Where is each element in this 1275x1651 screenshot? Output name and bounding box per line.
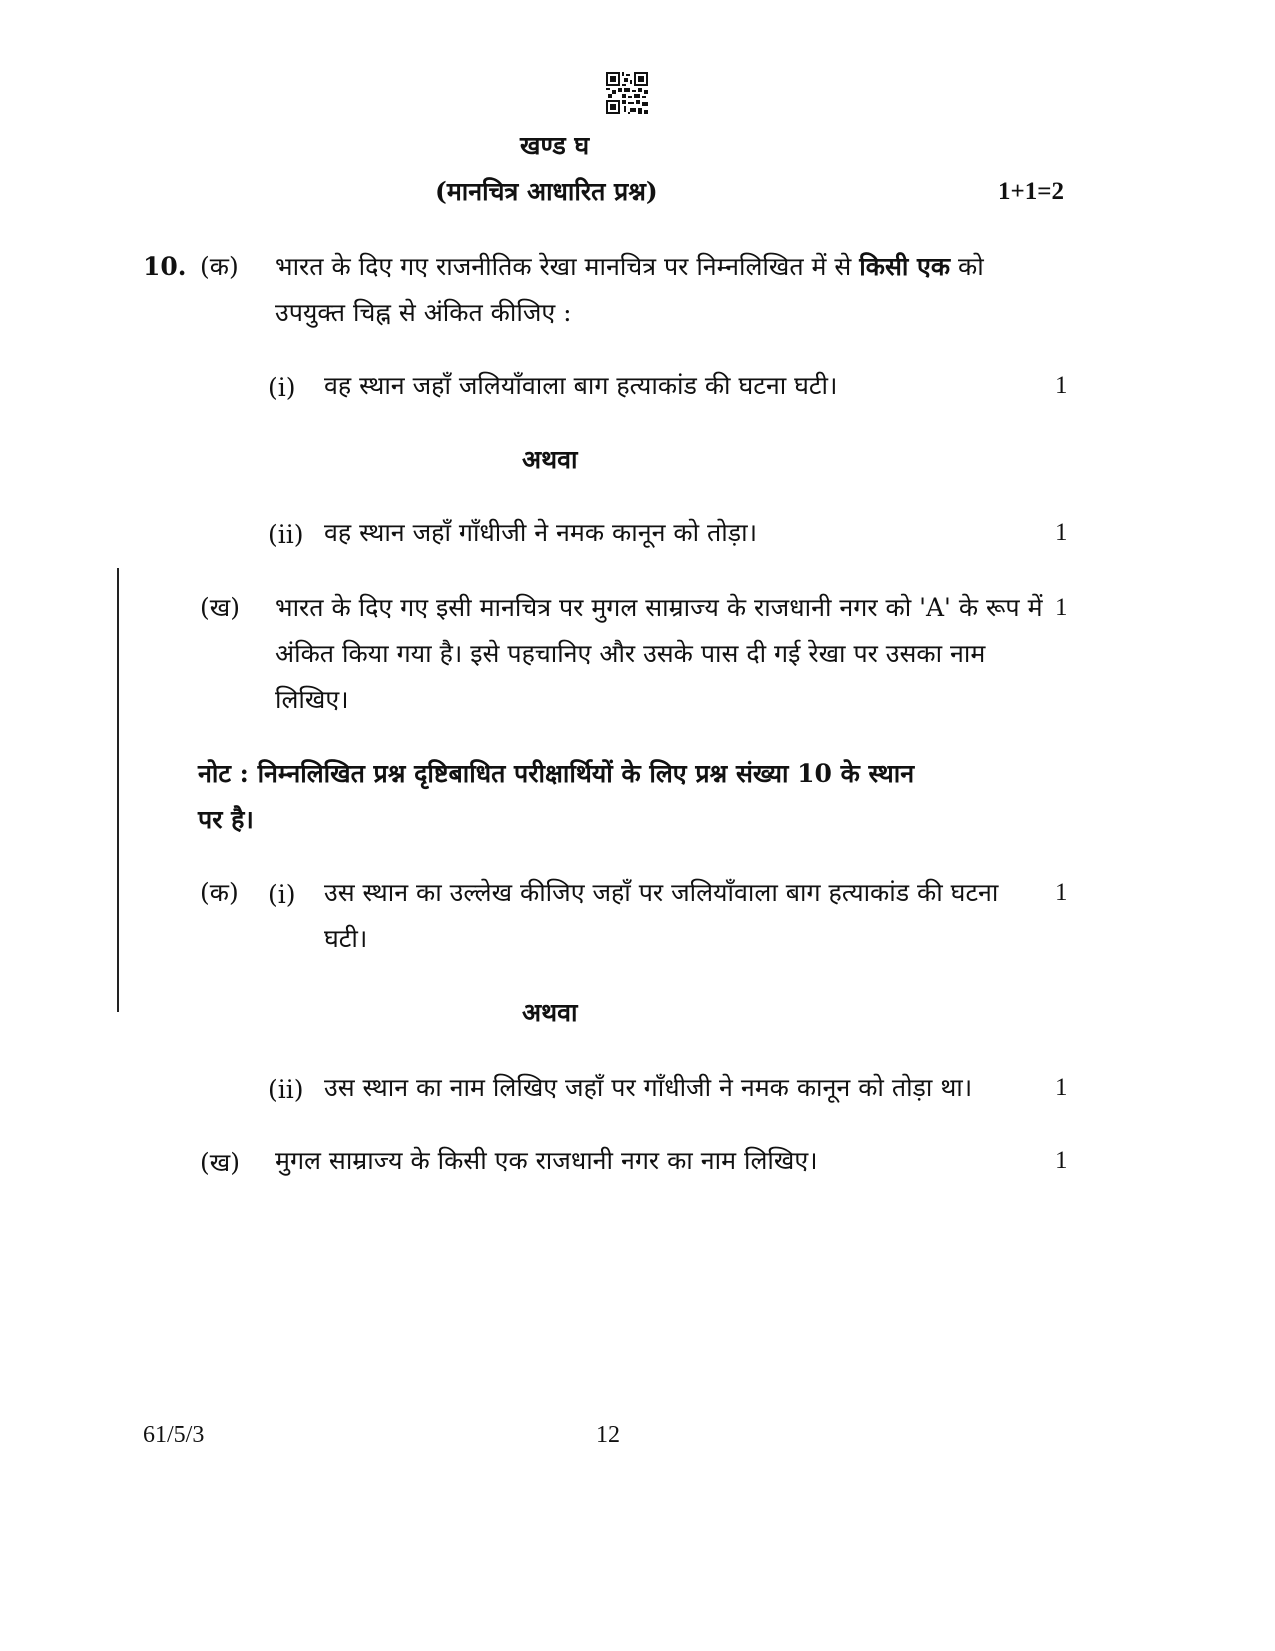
q10-b-line3: लिखिए। — [275, 685, 349, 714]
q10-a-label: (क) — [200, 252, 239, 281]
q10-b-line1: भारत के दिए गए इसी मानचित्र पर मुगल साम्राज्य के राजधानी नगर को 'A' के रूप में — [275, 593, 1043, 622]
section-marks: 1+1=2 — [998, 178, 1064, 205]
note-line2: पर है। — [198, 805, 254, 834]
vi-a-ii-marks: 1 — [1055, 1074, 1068, 1101]
q10-b-marks: 1 — [1055, 594, 1068, 621]
vi-a-ii-label: (ii) — [268, 1075, 304, 1104]
q10-a-ii-marks: 1 — [1055, 519, 1068, 546]
vi-a-i-line2: घटी। — [324, 924, 368, 953]
page-number: 12 — [596, 1422, 620, 1448]
q10-a-line2: उपयुक्त चिह्न से अंकित कीजिए : — [275, 298, 572, 327]
q10-b-line2: अंकित किया गया है। इसे पहचानिए और उसके पास दी गई रेखा पर उसका नाम — [275, 639, 986, 668]
vi-a-i-label: (i) — [268, 880, 296, 909]
paper-code: 61/5/3 — [143, 1422, 205, 1448]
vi-or: अथवा — [522, 998, 578, 1027]
q10-a-text-part1: भारत के दिए गए राजनीतिक रेखा मानचित्र पर निम्नलिखित में से — [275, 252, 860, 281]
q10-a-text-part2: को — [950, 252, 984, 281]
section-subtitle: (मानचित्र आधारित प्रश्न) — [435, 177, 658, 206]
q10-a-ii-text: वह स्थान जहाँ गाँधीजी ने नमक कानून को तोड़ा। — [324, 518, 758, 547]
vi-a-ii-text: उस स्थान का नाम लिखिए जहाँ पर गाँधीजी ने नमक कानून को तोड़ा था। — [324, 1073, 973, 1102]
qr-code-icon — [606, 72, 648, 114]
note-line1: नोट : निम्नलिखित प्रश्न दृष्टिबाधित परीक्षार्थियों के लिए प्रश्न संख्या 10 के स्थान — [198, 759, 915, 788]
margin-line — [117, 568, 119, 1012]
q10-a-or: अथवा — [522, 445, 578, 474]
vi-b-label: (ख) — [200, 1148, 240, 1177]
vi-b-marks: 1 — [1055, 1147, 1068, 1174]
q10-a-i-label: (i) — [268, 373, 296, 402]
section-title: खण्ड घ — [520, 131, 590, 160]
q10-a-i-text: वह स्थान जहाँ जलियाँवाला बाग हत्याकांड की घटना घटी। — [324, 371, 838, 400]
q10-a-line1 — [275, 243, 984, 291]
vi-b-text: मुगल साम्राज्य के किसी एक राजधानी नगर का नाम लिखिए। — [275, 1146, 818, 1175]
vi-a-i-marks: 1 — [1055, 879, 1068, 906]
q10-a-text-bold: किसी एक — [859, 252, 951, 281]
vi-a-label: (क) — [200, 878, 239, 907]
q10-a-i-marks: 1 — [1055, 372, 1068, 399]
vi-a-i-line1: उस स्थान का उल्लेख कीजिए जहाँ पर जलियाँवाला बाग हत्याकांड की घटना — [324, 878, 999, 907]
question-number: 10. — [143, 252, 187, 281]
q10-a-ii-label: (ii) — [268, 520, 304, 549]
q10-b-label: (ख) — [200, 593, 240, 622]
